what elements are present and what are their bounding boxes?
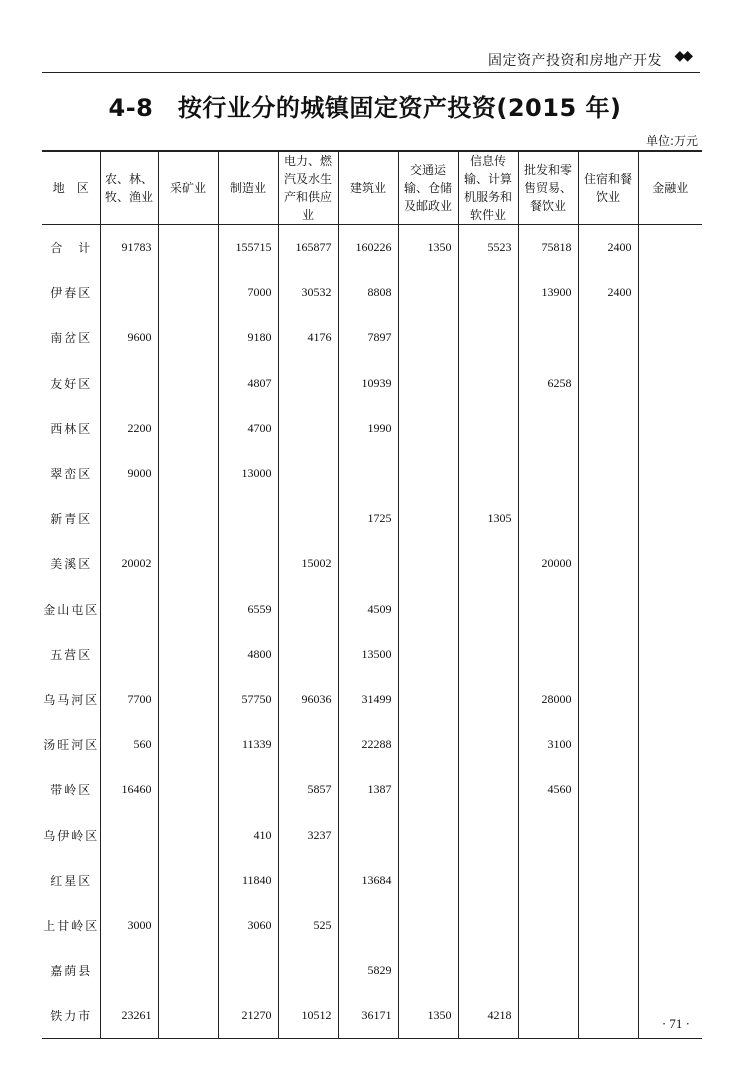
table-body bbox=[42, 225, 702, 1039]
value-cell bbox=[218, 541, 278, 586]
table-row bbox=[42, 406, 702, 451]
value-cell bbox=[458, 451, 518, 496]
value-cell: 3100 bbox=[518, 722, 578, 767]
value-cell bbox=[458, 677, 518, 722]
value-cell: 15002 bbox=[278, 541, 338, 586]
value-cell: 4807 bbox=[218, 361, 278, 406]
column-header: 建筑业 bbox=[338, 151, 398, 225]
value-cell: 13000 bbox=[218, 451, 278, 496]
value-cell: 4800 bbox=[218, 632, 278, 677]
value-cell bbox=[638, 722, 702, 767]
column-header: 交通运输、仓储及邮政业 bbox=[398, 151, 458, 225]
value-cell: 4700 bbox=[218, 406, 278, 451]
value-cell: 11339 bbox=[218, 722, 278, 767]
value-cell: 8808 bbox=[338, 270, 398, 315]
value-cell bbox=[638, 541, 702, 586]
column-header: 信息传输、计算机服务和软件业 bbox=[458, 151, 518, 225]
region-cell: 南岔区 bbox=[50, 331, 93, 346]
value-cell bbox=[518, 451, 578, 496]
value-cell bbox=[158, 451, 218, 496]
region-cell: 带岭区 bbox=[50, 783, 93, 798]
diamond-icon: ◆◆ bbox=[674, 48, 690, 64]
region-cell: 嘉荫县 bbox=[50, 964, 93, 979]
table-row bbox=[42, 496, 702, 541]
value-cell bbox=[158, 315, 218, 360]
running-header: 固定资产投资和房地产开发 bbox=[488, 53, 662, 69]
value-cell: 13500 bbox=[338, 632, 398, 677]
region-cell: 铁力市 bbox=[42, 993, 100, 1039]
value-cell: 23261 bbox=[100, 993, 158, 1039]
value-cell bbox=[398, 858, 458, 903]
value-cell: 16460 bbox=[100, 767, 158, 812]
value-cell bbox=[158, 903, 218, 948]
table-row bbox=[42, 632, 702, 677]
value-cell bbox=[278, 948, 338, 993]
table-row bbox=[42, 903, 702, 948]
value-cell: 560 bbox=[100, 722, 158, 767]
page-title: 4-8 按行业分的城镇固定资产投资(2015 年) bbox=[108, 94, 622, 122]
value-cell bbox=[100, 858, 158, 903]
value-cell bbox=[398, 587, 458, 632]
table-row bbox=[42, 225, 702, 271]
value-cell: 1387 bbox=[338, 767, 398, 812]
value-cell: 31499 bbox=[338, 677, 398, 722]
value-cell bbox=[218, 767, 278, 812]
value-cell bbox=[158, 993, 218, 1039]
value-cell bbox=[338, 812, 398, 857]
value-cell bbox=[578, 451, 638, 496]
value-cell: 10939 bbox=[338, 361, 398, 406]
value-cell bbox=[158, 496, 218, 541]
value-cell bbox=[218, 948, 278, 993]
value-cell bbox=[578, 406, 638, 451]
value-cell: 4176 bbox=[278, 315, 338, 360]
region-cell: 乌伊岭区 bbox=[43, 828, 100, 843]
table-row bbox=[42, 812, 702, 857]
value-cell: 36171 bbox=[338, 993, 398, 1039]
value-cell: 1990 bbox=[338, 406, 398, 451]
value-cell bbox=[518, 812, 578, 857]
value-cell bbox=[458, 903, 518, 948]
value-cell: 6258 bbox=[518, 361, 578, 406]
region-cell: 汤旺河区 bbox=[43, 738, 100, 753]
value-cell bbox=[518, 903, 578, 948]
value-cell bbox=[638, 496, 702, 541]
value-cell bbox=[100, 812, 158, 857]
value-cell: 13684 bbox=[338, 858, 398, 903]
value-cell bbox=[458, 361, 518, 406]
value-cell bbox=[518, 496, 578, 541]
value-cell bbox=[338, 451, 398, 496]
value-cell bbox=[518, 406, 578, 451]
value-cell bbox=[458, 722, 518, 767]
value-cell bbox=[638, 858, 702, 903]
region-cell: 红星区 bbox=[50, 873, 93, 888]
value-cell: 4218 bbox=[458, 993, 518, 1039]
value-cell bbox=[518, 858, 578, 903]
value-cell bbox=[158, 858, 218, 903]
value-cell bbox=[458, 632, 518, 677]
value-cell: 30532 bbox=[278, 270, 338, 315]
table-row bbox=[42, 587, 702, 632]
value-cell bbox=[578, 722, 638, 767]
value-cell bbox=[638, 677, 702, 722]
value-cell bbox=[398, 812, 458, 857]
value-cell bbox=[398, 903, 458, 948]
value-cell bbox=[218, 496, 278, 541]
value-cell: 7000 bbox=[218, 270, 278, 315]
region-cell: 伊春区 bbox=[50, 286, 93, 301]
value-cell bbox=[578, 315, 638, 360]
value-cell: 96036 bbox=[278, 677, 338, 722]
value-cell bbox=[398, 270, 458, 315]
value-cell: 57750 bbox=[218, 677, 278, 722]
value-cell bbox=[158, 767, 218, 812]
value-cell bbox=[638, 812, 702, 857]
table-row bbox=[42, 722, 702, 767]
value-cell: 6559 bbox=[218, 587, 278, 632]
value-cell bbox=[278, 722, 338, 767]
value-cell bbox=[338, 903, 398, 948]
value-cell bbox=[638, 270, 702, 315]
region-cell: 友好区 bbox=[50, 376, 93, 391]
value-cell bbox=[518, 632, 578, 677]
value-cell bbox=[398, 451, 458, 496]
value-cell bbox=[398, 948, 458, 993]
value-cell bbox=[158, 677, 218, 722]
column-header: 采矿业 bbox=[158, 151, 218, 225]
value-cell: 20002 bbox=[100, 541, 158, 586]
value-cell: 22288 bbox=[338, 722, 398, 767]
value-cell: 5857 bbox=[278, 767, 338, 812]
value-cell bbox=[578, 767, 638, 812]
value-cell bbox=[100, 632, 158, 677]
value-cell bbox=[638, 632, 702, 677]
value-cell: 2400 bbox=[578, 270, 638, 315]
region-cell: 金山屯区 bbox=[43, 602, 100, 617]
value-cell bbox=[158, 361, 218, 406]
value-cell bbox=[338, 541, 398, 586]
value-cell bbox=[458, 541, 518, 586]
table-row bbox=[42, 361, 702, 406]
value-cell bbox=[398, 406, 458, 451]
table-row bbox=[42, 677, 702, 722]
value-cell bbox=[158, 406, 218, 451]
table-row bbox=[42, 948, 702, 993]
value-cell bbox=[578, 541, 638, 586]
value-cell: 11840 bbox=[218, 858, 278, 903]
value-cell bbox=[158, 225, 218, 271]
value-cell bbox=[578, 903, 638, 948]
value-cell bbox=[638, 948, 702, 993]
value-cell bbox=[578, 361, 638, 406]
value-cell: 28000 bbox=[518, 677, 578, 722]
value-cell bbox=[158, 270, 218, 315]
value-cell: 165877 bbox=[278, 225, 338, 271]
value-cell bbox=[458, 315, 518, 360]
value-cell bbox=[158, 812, 218, 857]
value-cell: 1725 bbox=[338, 496, 398, 541]
value-cell: 410 bbox=[218, 812, 278, 857]
value-cell bbox=[278, 451, 338, 496]
value-cell bbox=[638, 315, 702, 360]
value-cell: 4509 bbox=[338, 587, 398, 632]
region-cell: 上甘岭区 bbox=[43, 918, 100, 933]
value-cell: 1350 bbox=[398, 993, 458, 1039]
table-row bbox=[42, 993, 702, 1039]
value-cell: 2400 bbox=[578, 225, 638, 271]
value-cell bbox=[638, 451, 702, 496]
table-row bbox=[42, 270, 702, 315]
table-row bbox=[42, 767, 702, 812]
value-cell bbox=[638, 225, 702, 271]
value-cell: 3060 bbox=[218, 903, 278, 948]
value-cell: 7700 bbox=[100, 677, 158, 722]
value-cell: 9180 bbox=[218, 315, 278, 360]
value-cell: 9000 bbox=[100, 451, 158, 496]
value-cell bbox=[638, 406, 702, 451]
value-cell: 10512 bbox=[278, 993, 338, 1039]
value-cell bbox=[578, 677, 638, 722]
value-cell: 525 bbox=[278, 903, 338, 948]
value-cell: 3000 bbox=[100, 903, 158, 948]
value-cell bbox=[158, 587, 218, 632]
value-cell: 13900 bbox=[518, 270, 578, 315]
header-rule bbox=[42, 72, 700, 73]
table-row bbox=[42, 858, 702, 903]
value-cell bbox=[278, 361, 338, 406]
region-cell: 美溪区 bbox=[50, 557, 93, 572]
value-cell bbox=[518, 948, 578, 993]
region-cell: 合 计 bbox=[50, 241, 93, 256]
region-cell: 西林区 bbox=[50, 421, 93, 436]
value-cell: 160226 bbox=[338, 225, 398, 271]
region-cell: 五营区 bbox=[50, 647, 93, 662]
value-cell bbox=[578, 496, 638, 541]
column-header: 农、林、牧、渔业 bbox=[100, 151, 158, 225]
value-cell bbox=[158, 948, 218, 993]
value-cell bbox=[458, 406, 518, 451]
value-cell bbox=[398, 677, 458, 722]
value-cell: 75818 bbox=[518, 225, 578, 271]
value-cell bbox=[100, 361, 158, 406]
region-cell: 新青区 bbox=[50, 512, 93, 527]
value-cell bbox=[518, 587, 578, 632]
value-cell: 91783 bbox=[100, 225, 158, 271]
value-cell bbox=[278, 587, 338, 632]
value-cell bbox=[100, 948, 158, 993]
value-cell: 1350 bbox=[398, 225, 458, 271]
table-row bbox=[42, 451, 702, 496]
value-cell: 5829 bbox=[338, 948, 398, 993]
value-cell bbox=[578, 948, 638, 993]
value-cell bbox=[458, 812, 518, 857]
value-cell bbox=[398, 496, 458, 541]
value-cell bbox=[100, 587, 158, 632]
value-cell: 5523 bbox=[458, 225, 518, 271]
value-cell: 9600 bbox=[100, 315, 158, 360]
value-cell bbox=[638, 361, 702, 406]
value-cell bbox=[578, 858, 638, 903]
value-cell bbox=[278, 496, 338, 541]
value-cell bbox=[158, 722, 218, 767]
value-cell bbox=[638, 767, 702, 812]
value-cell bbox=[458, 858, 518, 903]
value-cell bbox=[398, 361, 458, 406]
column-header: 制造业 bbox=[218, 151, 278, 225]
value-cell bbox=[638, 903, 702, 948]
value-cell bbox=[578, 993, 638, 1039]
value-cell bbox=[398, 767, 458, 812]
value-cell: 20000 bbox=[518, 541, 578, 586]
value-cell bbox=[458, 270, 518, 315]
value-cell bbox=[578, 812, 638, 857]
investment-table bbox=[42, 150, 702, 1039]
value-cell: 3237 bbox=[278, 812, 338, 857]
value-cell bbox=[458, 587, 518, 632]
value-cell: 7897 bbox=[338, 315, 398, 360]
value-cell bbox=[100, 496, 158, 541]
value-cell bbox=[458, 948, 518, 993]
value-cell bbox=[398, 632, 458, 677]
unit-label: 单位:万元 bbox=[645, 134, 698, 148]
value-cell: 21270 bbox=[218, 993, 278, 1039]
value-cell bbox=[578, 587, 638, 632]
value-cell bbox=[398, 315, 458, 360]
value-cell bbox=[100, 270, 158, 315]
value-cell bbox=[278, 632, 338, 677]
region-cell: 乌马河区 bbox=[43, 692, 100, 707]
value-cell bbox=[158, 541, 218, 586]
value-cell bbox=[398, 541, 458, 586]
value-cell bbox=[578, 632, 638, 677]
value-cell bbox=[278, 406, 338, 451]
value-cell bbox=[458, 767, 518, 812]
region-cell: 翠峦区 bbox=[50, 467, 93, 482]
value-cell bbox=[278, 858, 338, 903]
column-header: 地 区 bbox=[42, 151, 100, 225]
value-cell: 2200 bbox=[100, 406, 158, 451]
column-header: 批发和零售贸易、餐饮业 bbox=[518, 151, 578, 225]
column-header: 电力、燃汽及水生产和供应业 bbox=[278, 151, 338, 225]
header-row bbox=[42, 151, 702, 225]
value-cell bbox=[398, 722, 458, 767]
column-header: 住宿和餐饮业 bbox=[578, 151, 638, 225]
value-cell: 4560 bbox=[518, 767, 578, 812]
page-number: · 71 · bbox=[661, 1016, 690, 1031]
value-cell bbox=[518, 315, 578, 360]
value-cell: 155715 bbox=[218, 225, 278, 271]
value-cell: 1305 bbox=[458, 496, 518, 541]
value-cell bbox=[518, 993, 578, 1039]
column-header: 金融业 bbox=[638, 151, 702, 225]
value-cell bbox=[638, 587, 702, 632]
table-row bbox=[42, 315, 702, 360]
table-row bbox=[42, 541, 702, 586]
value-cell bbox=[158, 632, 218, 677]
